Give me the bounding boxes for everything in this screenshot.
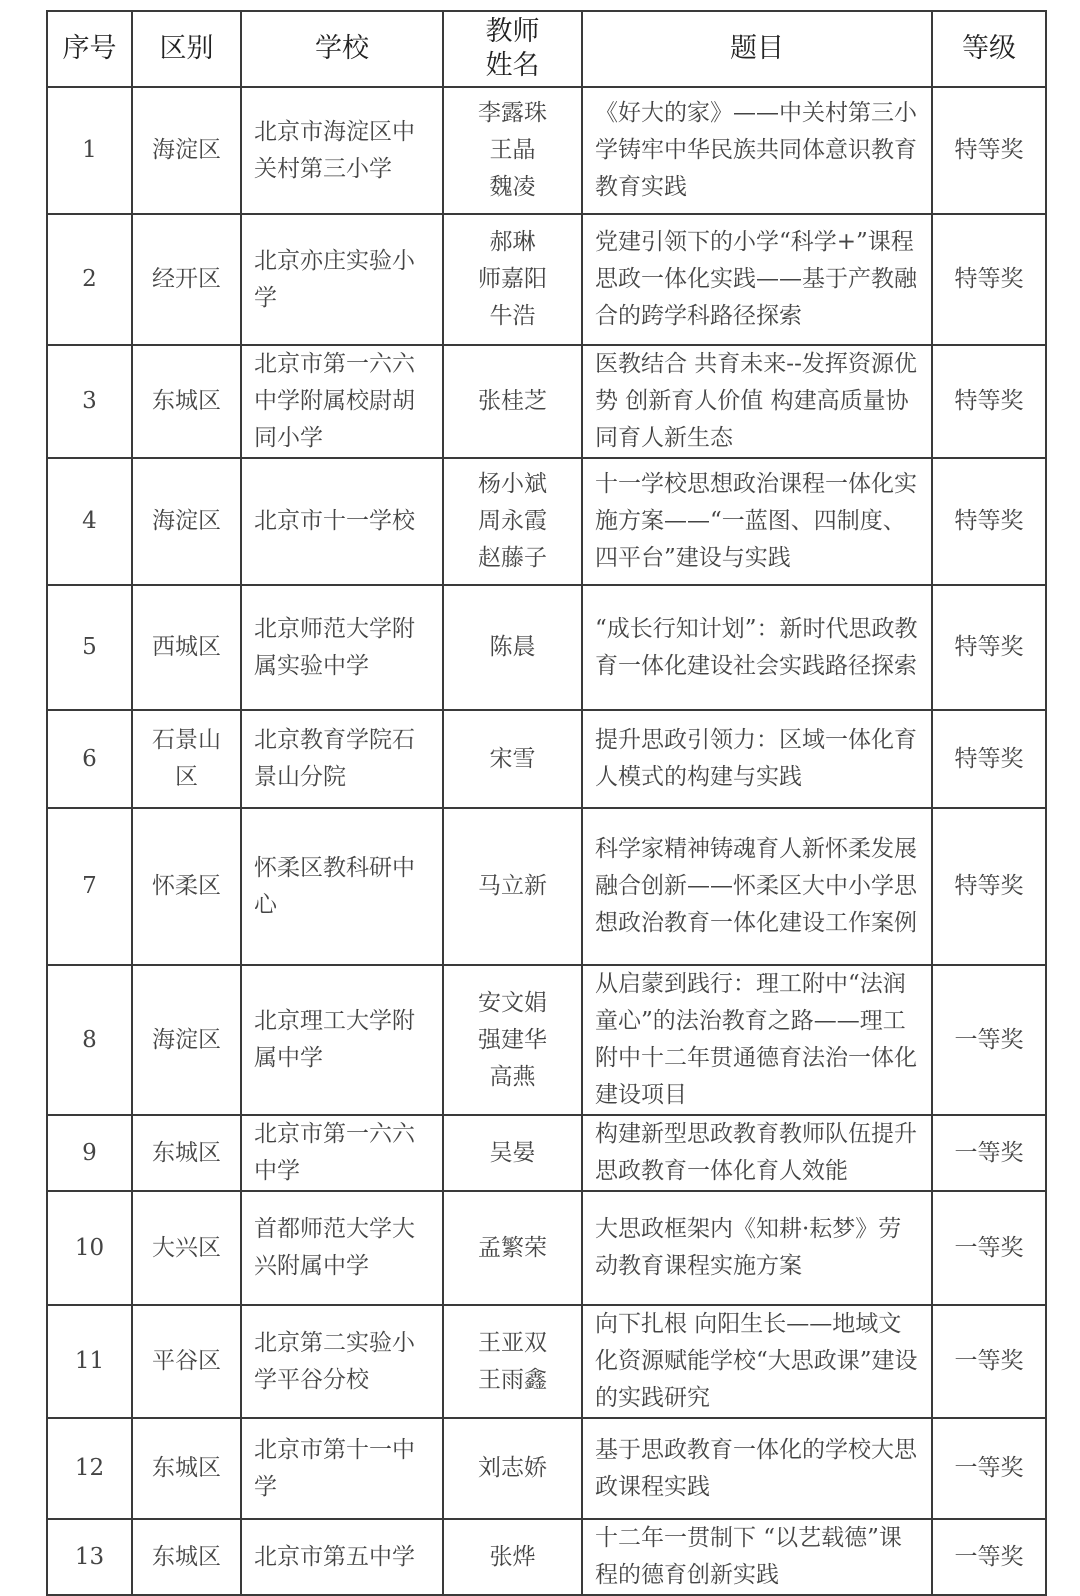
cell-index: 12 [47,1418,132,1519]
cell-school: 北京师范大学附属实验中学 [241,585,443,710]
cell-school: 北京第二实验小学平谷分校 [241,1305,443,1418]
cell-level: 一等奖 [932,1305,1046,1418]
cell-district: 石景山区 [132,710,241,808]
cell-index: 9 [47,1115,132,1191]
teacher-name: 张桂芝 [478,388,547,414]
cell-school: 怀柔区教科研中心 [241,808,443,965]
cell-index: 10 [47,1191,132,1305]
cell-level: 一等奖 [932,1418,1046,1519]
teacher-name: 魏凌 [489,174,536,200]
cell-title: 构建新型思政教育教师队伍提升思政教育一体化育人效能 [582,1115,932,1191]
teacher-name: 郝琳 [489,229,536,255]
cell-level: 特等奖 [932,585,1046,710]
teacher-name: 张烨 [489,1543,536,1570]
teacher-name: 牛浩 [489,303,536,329]
teacher-name: 陈晨 [489,634,536,660]
cell-district: 海淀区 [132,458,241,585]
table-row [47,1115,1046,1191]
header-title: 题目 [582,11,932,87]
cell-teachers [443,345,582,458]
teacher-name: 李露珠 [478,100,547,126]
cell-district: 怀柔区 [132,808,241,965]
cell-district: 海淀区 [132,965,241,1115]
table-row [47,1519,1046,1595]
cell-index: 3 [47,345,132,458]
cell-index: 1 [47,87,132,214]
cell-teachers [443,965,582,1115]
header-school: 学校 [241,11,443,87]
cell-school: 北京理工大学附属中学 [241,965,443,1115]
cell-teachers [443,1115,582,1191]
teacher-name: 高燕 [489,1063,536,1090]
teacher-name: 孟繁荣 [478,1234,547,1261]
teacher-name: 宋雪 [489,745,536,772]
table-row [47,965,1046,1115]
table-row [47,345,1046,458]
cell-district: 平谷区 [132,1305,241,1418]
table-body [47,87,1046,1595]
cell-level: 特等奖 [932,345,1046,458]
cell-title: 大思政框架内《知耕·耘梦》劳动教育课程实施方案 [582,1191,932,1305]
table-row [47,808,1046,965]
cell-teachers [443,1305,582,1418]
cell-index: 6 [47,710,132,808]
cell-title: 基于思政教育一体化的学校大思政课程实践 [582,1418,932,1519]
cell-level: 特等奖 [932,710,1046,808]
teacher-name: 刘志娇 [478,1455,547,1481]
header-row [47,11,1046,87]
cell-district: 经开区 [132,214,241,345]
cell-level: 一等奖 [932,1519,1046,1595]
cell-title: 党建引领下的小学“科学+”课程思政一体化实践——基于产教融合的跨学科路径探索 [582,214,932,345]
cell-level: 特等奖 [932,808,1046,965]
cell-teachers [443,1191,582,1305]
cell-teachers [443,1519,582,1595]
teacher-name: 吴晏 [489,1139,536,1166]
cell-title: 从启蒙到践行：理工附中“法润童心”的法治教育之路——理工附中十二年贯通德育法治一体化建设项目 [582,965,932,1115]
cell-title: “成长行知计划”：新时代思政教育一体化建设社会实践路径探索 [582,585,932,710]
header-level: 等级 [932,11,1046,87]
teacher-name: 强建华 [478,1026,547,1053]
cell-title: 《好大的家》——中关村第三小学铸牢中华民族共同体意识教育教育实践 [582,87,932,214]
cell-district: 东城区 [132,345,241,458]
cell-title: 十二年一贯制下 “以艺载德”课程的德育创新实践 [582,1519,932,1595]
cell-district: 西城区 [132,585,241,710]
teacher-name: 赵藤子 [478,545,547,571]
table-row [47,585,1046,710]
cell-district: 东城区 [132,1418,241,1519]
cell-district: 大兴区 [132,1191,241,1305]
cell-index: 11 [47,1305,132,1418]
table-row [47,1305,1046,1418]
table-row [47,710,1046,808]
cell-school: 北京市十一学校 [241,458,443,585]
cell-index: 2 [47,214,132,345]
cell-level: 特等奖 [932,458,1046,585]
cell-teachers [443,585,582,710]
cell-title: 科学家精神铸魂育人新怀柔发展融合创新——怀柔区大中小学思想政治教育一体化建设工作案例 [582,808,932,965]
cell-school: 北京市第五中学 [241,1519,443,1595]
cell-title: 向下扎根 向阳生长——地域文化资源赋能学校“大思政课”建设的实践研究 [582,1305,932,1418]
cell-district: 东城区 [132,1519,241,1595]
teacher-name: 周永霞 [478,508,547,534]
cell-title: 提升思政引领力：区域一体化育人模式的构建与实践 [582,710,932,808]
header-district: 区别 [132,11,241,87]
table-row [47,1418,1046,1519]
header-teacher [443,11,582,87]
cell-title: 医教结合 共育未来--发挥资源优势 创新育人价值 构建高质量协同育人新生态 [582,345,932,458]
cell-index: 4 [47,458,132,585]
award-table [46,10,1047,1596]
cell-level: 特等奖 [932,214,1046,345]
cell-school: 北京市第十一中学 [241,1418,443,1519]
cell-district: 东城区 [132,1115,241,1191]
header-teacher-line1: 教师 [485,16,540,47]
cell-school: 北京市第一六六中学附属校尉胡同小学 [241,345,443,458]
teacher-name: 王雨鑫 [478,1366,547,1393]
cell-index: 8 [47,965,132,1115]
teacher-name: 马立新 [478,873,547,899]
cell-school: 北京市第一六六中学 [241,1115,443,1191]
cell-level: 一等奖 [932,965,1046,1115]
cell-district: 海淀区 [132,87,241,214]
cell-level: 一等奖 [932,1191,1046,1305]
cell-teachers [443,1418,582,1519]
cell-title: 十一学校思想政治课程一体化实施方案——“一蓝图、四制度、四平台”建设与实践 [582,458,932,585]
header-index: 序号 [47,11,132,87]
cell-school: 首都师范大学大兴附属中学 [241,1191,443,1305]
cell-index: 13 [47,1519,132,1595]
cell-level: 特等奖 [932,87,1046,214]
cell-teachers [443,214,582,345]
cell-index: 7 [47,808,132,965]
cell-teachers [443,808,582,965]
teacher-name: 王亚双 [478,1329,547,1356]
table-row [47,214,1046,345]
cell-school: 北京亦庄实验小学 [241,214,443,345]
table-row [47,458,1046,585]
teacher-name: 杨小斌 [478,471,547,497]
cell-index: 5 [47,585,132,710]
teacher-name: 安文娟 [478,989,547,1016]
cell-teachers [443,710,582,808]
cell-teachers [443,87,582,214]
cell-school: 北京市海淀区中关村第三小学 [241,87,443,214]
table-row [47,87,1046,214]
table-row [47,1191,1046,1305]
header-teacher-line2: 姓名 [485,50,540,81]
cell-teachers [443,458,582,585]
cell-school: 北京教育学院石景山分院 [241,710,443,808]
teacher-name: 师嘉阳 [478,266,547,292]
cell-level: 一等奖 [932,1115,1046,1191]
teacher-name: 王晶 [489,137,536,163]
